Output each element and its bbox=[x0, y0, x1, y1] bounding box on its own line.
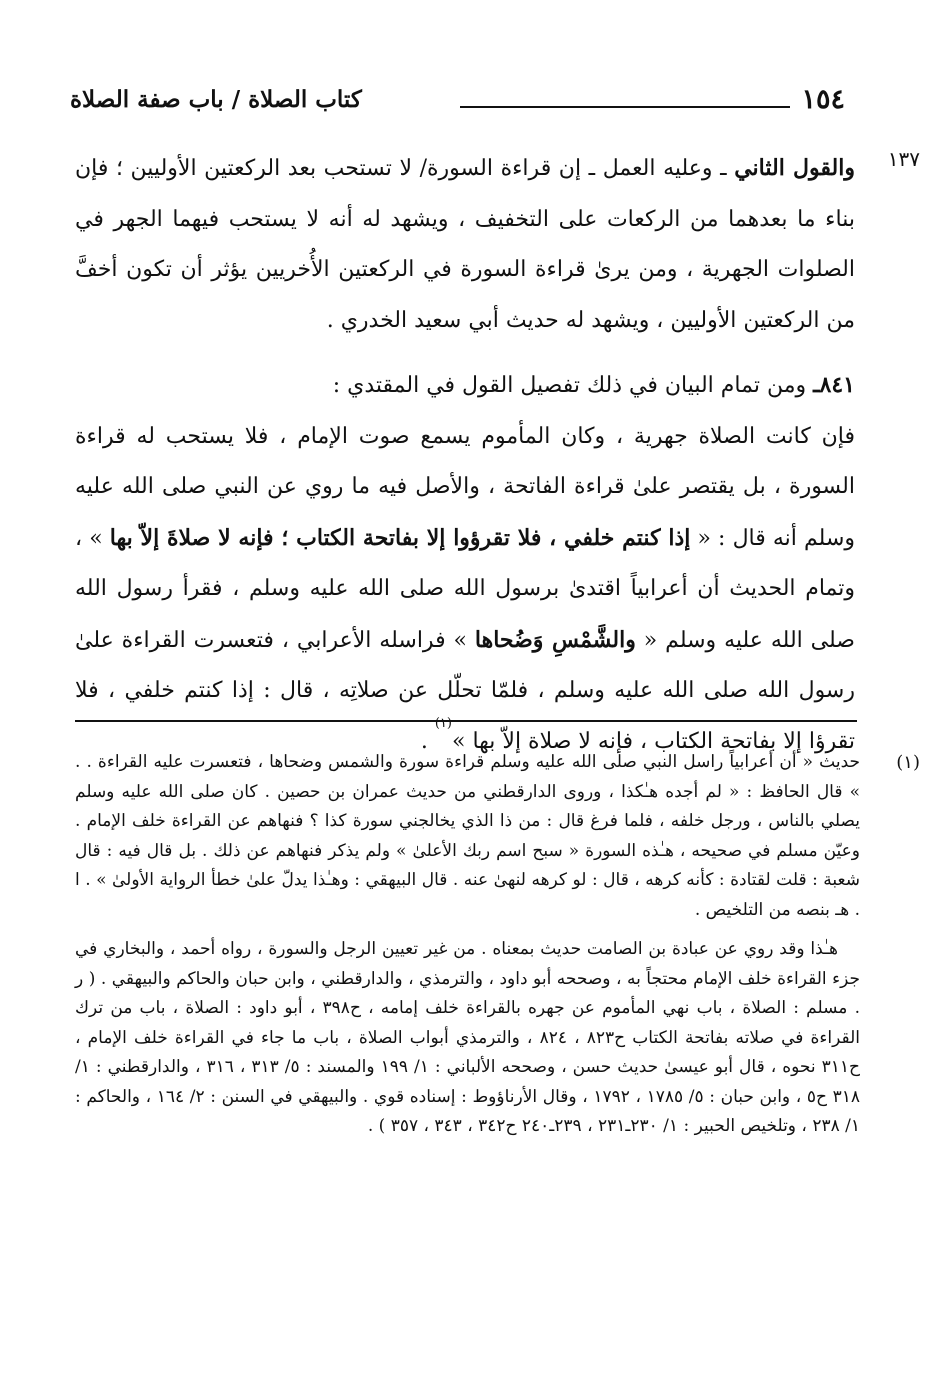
header-rule bbox=[460, 106, 790, 108]
paragraph-follower-detail bbox=[75, 412, 855, 768]
text-segment: . bbox=[420, 728, 435, 754]
text-segment: » ، وتمام الحديث أن أعرابياً اقتدىٰ برسول الله صلى الله عليه وسلم ، فقرأ رسول الله صلى الله عليه وسلم « bbox=[75, 525, 855, 653]
second-opinion-text: ـ وعليه العمل ـ إن قراءة السورة/ لا تستحب بعد الركعتين الأوليين ؛ فإن بناء ما بعدهما من الركعات على التخفيف ، ويشهد له أنه لا يستحب فيهما الجهر في الصلوات الجهرية ، ومن يرىٰ قراءة السورة في الركعتين الأُخريين يؤثر أن تكون أخفَّ من الركعتين الأوليين ، ويشهد له حديث أبي سعيد الخدري . bbox=[75, 156, 855, 333]
paragraph-841-text: ومن تمام البيان في ذلك تفصيل القول في المقتدي : bbox=[332, 373, 814, 398]
footnotes bbox=[75, 748, 860, 1142]
page-header bbox=[70, 80, 845, 120]
main-text bbox=[75, 143, 855, 767]
second-opinion-lead: والقول الثاني bbox=[734, 155, 855, 181]
footnote-paragraph: حديث « أن أعرابياً راسل النبي صلى الله عليه وسلم قراءة سورة والشمس وضحاها ، فتعسرت عليه القراءة . . » قال الحافظ : « لم أجده هـٰكذا ، وروى الدارقطني من حديث عمران بن حصين . كان صلى الله عليه وسلم يصلي بالناس ، ورجل خلفه ، فلما فرغ قال : من ذا الذي يخالجني سورة كذا ؟ فنهاهم عن القراءة خلف الإمام . وعيّن مسلم في صحيحه ، هـٰذه السورة « سبح اسم ربك الأعلىٰ » ولم يذكر فنهاهم عن ذلك . بل قال فيه : قال شعبة : قلت لقتادة : كأنه كرهه ، قال : لو كرهه لنهىٰ عنه . قال البيهقي : وهـٰذا يدلّ علىٰ خطأ الرواية الأولىٰ » . ا . هـ بنصه من التلخيص . bbox=[75, 752, 860, 920]
paragraph-second-opinion bbox=[75, 143, 855, 346]
footnote-marker: (١) bbox=[896, 752, 920, 773]
margin-page-marker: ١٣٧ bbox=[887, 147, 920, 171]
paragraph-841 bbox=[75, 360, 855, 412]
footnote-paragraph: هـٰذا وقد روي عن عبادة بن الصامت حديث بمعناه . من غير تعيين الرجل والسورة ، رواه أحمد ، والبخاري في جزء القراءة خلف الإمام محتجاً به ، وصححه أبو داود ، والترمذي ، والدارقطني ، وابن حبان والحاكم والبيهقي . ( ر . مسلم : الصلاة ، باب نهي المأموم عن جهره بالقراءة خلف إمامه ، ح٣٩٨ ، أبو داود : الصلاة ، باب من ترك القراءة في صلاته بفاتحة الكتاب ح٨٢٣ ، ٨٢٤ ، والترمذي أبواب الصلاة ، باب ما جاء في القراءة خلف الإمام ، ح٣١١ نحوه ، قال أبو عيسىٰ حديث حسن ، وصححه الألباني : ١/ ١٩٩ والمسند : ٥/ ٣١٣ ، ٣١٦ ، والدارقطني : ١/ ٣١٨ ح٥ ، وابن حبان : ٥/ ١٧٨٥ ، ١٧٩٢ ، وقال الأرناؤوط : إسناده قوي . والبيهقي في السنن : ٢/ ١٦٤ ، والحاكم : ١/ ٢٣٨ ، وتلخيص الحبير : ١/ ٢٣٠ـ٢٣١ ، ٢٣٩ـ٢٤٠ ح٣٤٢ ، ٣٤٣ ، ٣٥٧ ) . bbox=[75, 939, 861, 1136]
text-segment: فإن كانت الصلاة جهرية ، وكان المأموم يسمع صوت الإمام ، فلا يستحب له قراءة السورة ، بل يقتصر علىٰ قراءة الفاتحة ، والأصل فيه ما روي عن النبي صلى الله عليه وسلم أنه قال : « bbox=[75, 423, 856, 551]
footnote-reference: (١) bbox=[434, 715, 452, 731]
paragraph-number: ٨٤١ـ bbox=[813, 372, 855, 398]
footnote-separator bbox=[75, 720, 857, 722]
page-number: ١٥٤ bbox=[801, 84, 845, 115]
running-title: كتاب الصلاة / باب صفة الصلاة bbox=[70, 86, 362, 113]
hadith-quote: إذا كنتم خلفي ، فلا تقرؤوا إلا بفاتحة الكتاب ؛ فإنه لا صلاةَ إلاّ بها bbox=[109, 524, 691, 551]
surah-quote: والشَّمْسِ وَضُحاها bbox=[474, 626, 636, 653]
text-segment: » فراسله الأعرابي ، فتعسرت القراءة علىٰ رسول الله صلى الله عليه وسلم ، فلمّا تحلّل عن صلاتِه ، قال : إذا كنتم خلفي ، فلا تقرؤا إلا بفاتحة الكتاب ، فإنه لا صلاة إلاّ بها » bbox=[75, 627, 855, 754]
